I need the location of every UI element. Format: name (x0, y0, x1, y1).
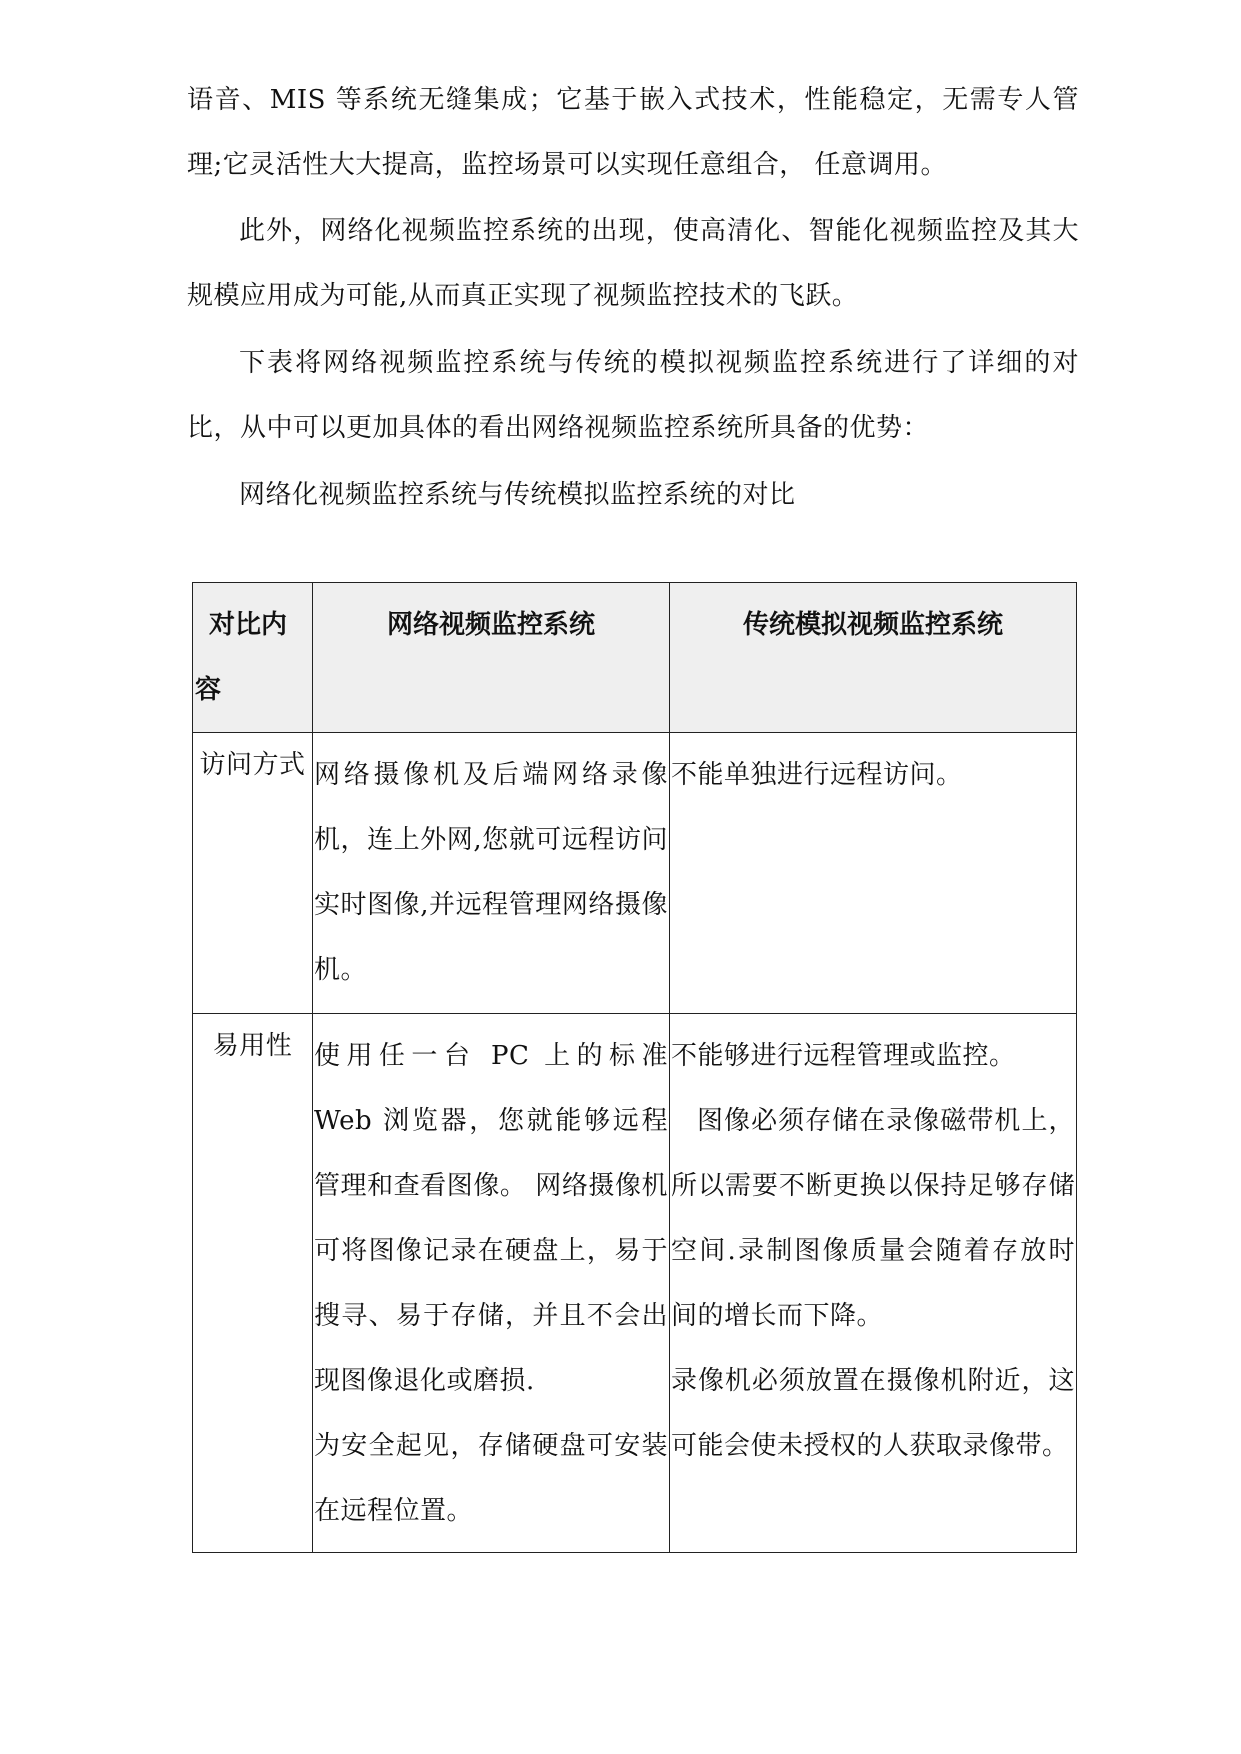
header-comparison-item-label: 对比内容 (195, 610, 288, 705)
table-header-row (193, 583, 1077, 733)
cell-ease-network-line-1: 使用任一台 PC 上的标准 Web 浏览器，您就能够远程管理和查看图像。 网络摄像机可将图像记录在硬盘上，易于搜寻、易于存储，并且不会出现图像退化或磨损. (314, 1041, 668, 1396)
cell-ease-analog-line-1: 不能够进行远程管理或监控。 (671, 1041, 1016, 1071)
comparison-table (192, 582, 1077, 1553)
cell-ease-analog-text (670, 1014, 1076, 1479)
cell-access-network (313, 733, 670, 1014)
row-label-access-method (193, 733, 313, 1014)
paragraph-table-intro: 下表将网络视频监控系统与传统的模拟视频监控系统进行了详细的对比，从中可以更加具体的看出网络视频监控系统所具备的优势： (187, 348, 1079, 443)
cell-ease-network (313, 1014, 670, 1553)
header-analog-system-label: 传统模拟视频监控系统 (742, 610, 1003, 640)
row-label-ease-of-use (193, 1014, 313, 1553)
cell-ease-analog-line-2: 图像必须存储在录像磁带机上，所以需要不断更换以保持足够存储空间.录制图像质量会随着存放时间的增长而下降。 (671, 1106, 1075, 1331)
cell-access-network-text: 网络摄像机及后端网络录像机，连上外网,您就可远程访问实时图像,并远程管理网络摄像机。 (314, 760, 668, 985)
table-caption: 网络化视频监控系统与传统模拟监控系统的对比 (239, 480, 796, 510)
paragraph-integration: 语音、MIS 等系统无缝集成；它基于嵌入式技术，性能稳定，无需专人管理;它灵活性大大提高，监控场景可以实现任意组合， 任意调用。 (187, 85, 1079, 180)
row-label-access-method-text: 访问方式 (199, 750, 306, 780)
row-label-ease-of-use-text: 易用性 (212, 1031, 293, 1061)
header-analog-system (670, 583, 1077, 733)
cell-ease-analog (670, 1014, 1077, 1553)
cell-ease-network-text (313, 1014, 669, 1544)
header-comparison-item (193, 583, 313, 733)
cell-ease-network-line-2: 为安全起见，存储硬盘可安装在远程位置。 (314, 1431, 668, 1526)
header-network-system-label: 网络视频监控系统 (386, 610, 595, 640)
header-network-system (313, 583, 670, 733)
cell-access-analog (670, 733, 1077, 1014)
cell-access-analog-text: 不能单独进行远程访问。 (671, 760, 963, 790)
paragraph-networked-monitoring: 此外，网络化视频监控系统的出现，使高清化、智能化视频监控及其大规模应用成为可能,从而真正实现了视频监控技术的飞跃。 (187, 216, 1079, 311)
cell-ease-analog-line-3: 录像机必须放置在摄像机附近，这可能会使未授权的人获取录像带。 (671, 1366, 1075, 1461)
table-row-access-method (193, 733, 1077, 1014)
table-row-ease-of-use (193, 1014, 1077, 1553)
